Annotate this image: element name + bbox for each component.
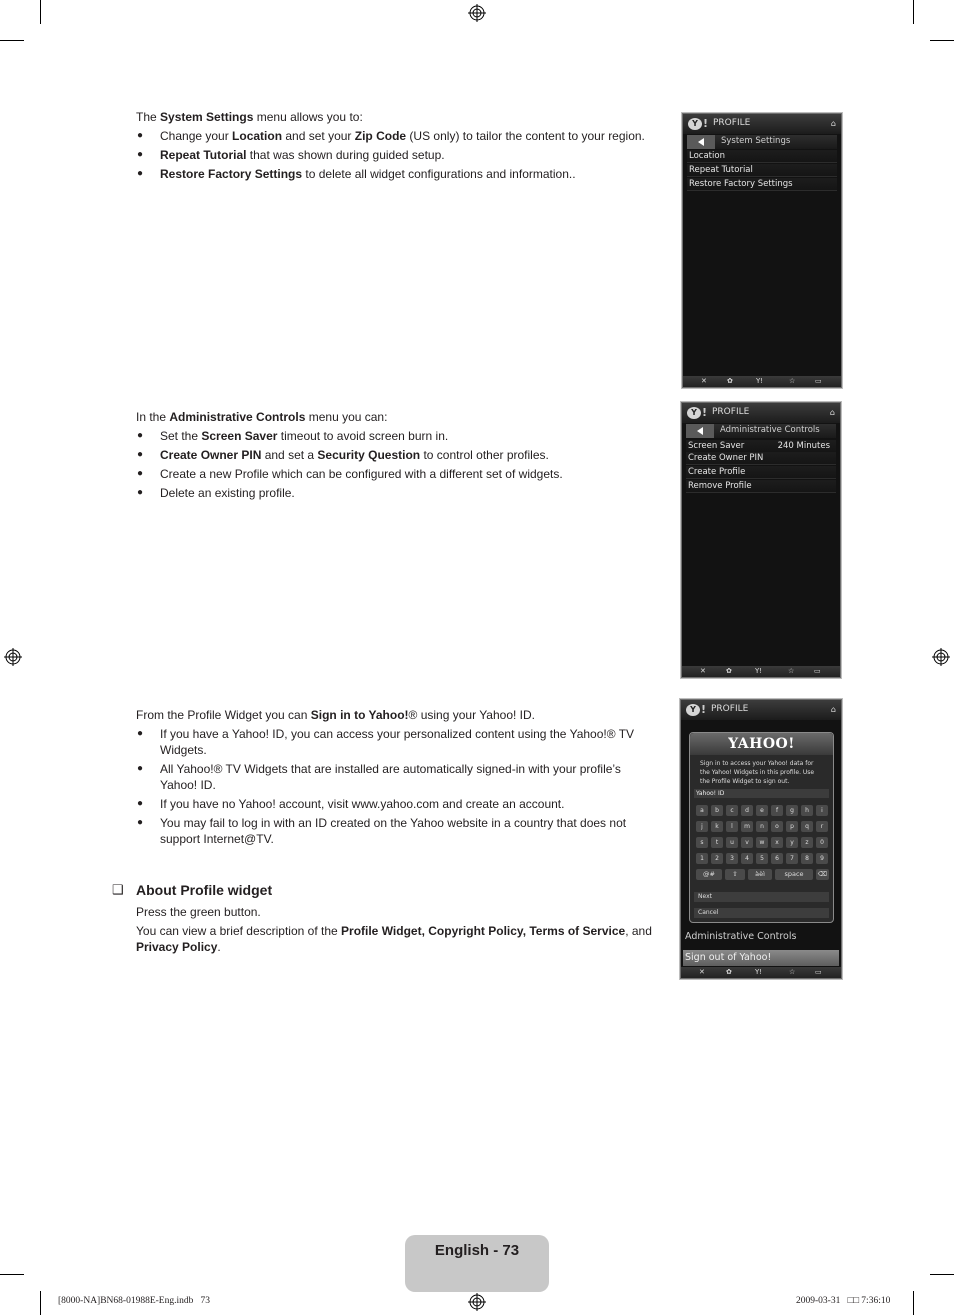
keyboard-key[interactable]: c bbox=[726, 805, 738, 816]
star-icon[interactable]: ☆ bbox=[789, 968, 796, 976]
exclamation-icon: ! bbox=[703, 117, 709, 130]
yahoo-logo-icon: Y bbox=[686, 704, 700, 716]
exit-icon[interactable]: ▭ bbox=[815, 377, 822, 385]
crop-mark bbox=[40, 0, 41, 24]
settings-icon[interactable]: ✿ bbox=[727, 377, 733, 385]
keyboard-key[interactable]: z bbox=[801, 837, 813, 848]
backspace-key[interactable]: ⌫ bbox=[817, 870, 828, 878]
exit-icon[interactable]: ▭ bbox=[815, 968, 822, 976]
about-checkbox-icon: ❑ bbox=[112, 882, 124, 897]
shift-key[interactable]: ⇧ bbox=[725, 869, 745, 880]
star-icon[interactable]: ☆ bbox=[788, 667, 795, 675]
screen-saver-value: 240 Minutes bbox=[777, 441, 830, 451]
home-icon[interactable]: ⌂ bbox=[829, 408, 835, 417]
yahoo-icon[interactable]: Y! bbox=[755, 968, 763, 976]
keyboard-key[interactable]: 6 bbox=[771, 853, 783, 864]
keyboard-key[interactable]: q bbox=[801, 821, 813, 832]
registration-mark-icon bbox=[4, 648, 22, 666]
menu-item-create-owner-pin[interactable]: Create Owner PIN bbox=[686, 452, 836, 465]
submenu-title: Administrative Controls bbox=[720, 425, 820, 435]
keyboard-key[interactable]: x bbox=[771, 837, 783, 848]
menu-item-remove-profile[interactable]: Remove Profile bbox=[686, 480, 836, 493]
exit-icon[interactable]: ▭ bbox=[814, 667, 821, 675]
list-item: ● If you have a Yahoo! ID, you can access your personalized content using the Yahoo!® TV Widgets. bbox=[136, 726, 656, 758]
keyboard-key[interactable]: 1 bbox=[696, 853, 708, 864]
list-item: ● You may fail to log in with an ID created on the Yahoo website in a country that does not support Internet@TV. bbox=[136, 815, 656, 847]
menu-item-sign-out[interactable]: Sign out of Yahoo! bbox=[683, 950, 839, 966]
keyboard-key[interactable]: j bbox=[696, 821, 708, 832]
registration-mark-icon bbox=[468, 1293, 486, 1311]
menu-item-repeat-tutorial[interactable]: Repeat Tutorial bbox=[687, 164, 837, 177]
back-arrow-icon[interactable] bbox=[686, 424, 714, 438]
screen-title: PROFILE bbox=[711, 704, 749, 714]
close-icon[interactable]: ✕ bbox=[699, 968, 705, 976]
keyboard-key[interactable]: n bbox=[756, 821, 768, 832]
date-info: 2009-03-31 □□ 7:36:10 bbox=[796, 1296, 891, 1306]
keyboard-key[interactable]: p bbox=[786, 821, 798, 832]
system-settings-screen bbox=[682, 113, 842, 388]
screen-title: PROFILE bbox=[712, 407, 750, 417]
keyboard-key[interactable]: 0 bbox=[816, 837, 828, 848]
submenu-bar bbox=[686, 424, 836, 438]
page-number-tab bbox=[405, 1235, 549, 1292]
keyboard-key[interactable]: s bbox=[696, 837, 708, 848]
submenu-bar bbox=[687, 135, 837, 149]
administrative-controls-screen bbox=[681, 402, 841, 678]
keyboard-key[interactable]: 7 bbox=[786, 853, 798, 864]
keyboard-key[interactable]: y bbox=[786, 837, 798, 848]
screen-header bbox=[681, 700, 841, 720]
menu-item-create-profile[interactable]: Create Profile bbox=[686, 466, 836, 479]
list-item: ● Change your Location and set your Zip Code (US only) to tailor the content to your region. bbox=[136, 128, 666, 144]
star-icon[interactable]: ☆ bbox=[789, 377, 796, 385]
yahoo-sign-in-dialog bbox=[689, 732, 834, 923]
keyboard-key[interactable]: a bbox=[696, 805, 708, 816]
keyboard-key[interactable]: o bbox=[771, 821, 783, 832]
keyboard-key[interactable]: v bbox=[741, 837, 753, 848]
keyboard-key[interactable]: b bbox=[711, 805, 723, 816]
administrative-controls-section bbox=[136, 409, 666, 504]
system-settings-section bbox=[136, 109, 666, 185]
sign-in-message: Sign in to access your Yahoo! data for the Yahoo! Widgets in this profile. Use the Profile Widget to sign out. bbox=[700, 760, 815, 785]
keyboard-key[interactable]: 5 bbox=[756, 853, 768, 864]
section-intro: The System Settings menu allows you to: bbox=[136, 110, 363, 124]
section-intro: From the Profile Widget you can Sign in to Yahoo!® using your Yahoo! ID. bbox=[136, 708, 535, 722]
menu-item-administrative-controls[interactable]: Administrative Controls bbox=[685, 931, 797, 942]
list-item: ● Restore Factory Settings to delete all widget configurations and information.. bbox=[136, 166, 666, 182]
keyboard-key[interactable]: d bbox=[741, 805, 753, 816]
list-item: ● Delete an existing profile. bbox=[136, 485, 666, 501]
keyboard-key[interactable]: g bbox=[786, 805, 798, 816]
crop-mark bbox=[913, 1291, 914, 1315]
about-heading: About Profile widget bbox=[136, 882, 273, 898]
cancel-button[interactable]: Cancel bbox=[694, 908, 829, 918]
yahoo-id-field[interactable]: Yahoo! ID bbox=[694, 789, 829, 798]
crop-mark bbox=[930, 40, 954, 41]
keyboard-key[interactable]: 4 bbox=[741, 853, 753, 864]
keyboard-key[interactable]: i bbox=[816, 805, 828, 816]
about-paragraph: You can view a brief description of the Profile Widget, Copyright Policy, Terms of Service, and Privacy Policy. bbox=[136, 924, 652, 954]
crop-mark bbox=[930, 1274, 954, 1275]
exclamation-icon: ! bbox=[702, 406, 708, 419]
about-body bbox=[136, 904, 666, 958]
keyboard-key[interactable]: l bbox=[726, 821, 738, 832]
crop-mark bbox=[0, 1274, 24, 1275]
home-icon[interactable]: ⌂ bbox=[830, 119, 836, 128]
list-item: ● Repeat Tutorial that was shown during guided setup. bbox=[136, 147, 666, 163]
screen-footer bbox=[683, 376, 841, 387]
menu-item-label: Screen Saver bbox=[688, 441, 745, 451]
next-button[interactable]: Next bbox=[694, 892, 829, 902]
keyboard-key[interactable]: u bbox=[726, 837, 738, 848]
yahoo-wordmark: YAHOO! bbox=[690, 733, 833, 755]
menu-item-location[interactable]: Location bbox=[687, 150, 837, 163]
keyboard-key[interactable]: e bbox=[756, 805, 768, 816]
yahoo-logo-icon: Y bbox=[688, 118, 702, 130]
screen-header bbox=[682, 403, 840, 423]
yahoo-sign-in-screen bbox=[680, 699, 842, 979]
about-paragraph: Press the green button. bbox=[136, 905, 261, 919]
list-item: ● Create a new Profile which can be configured with a different set of widgets. bbox=[136, 466, 666, 482]
crop-mark bbox=[913, 0, 914, 24]
close-icon[interactable]: ✕ bbox=[701, 377, 707, 385]
list-item: ● If you have no Yahoo! account, visit www.yahoo.com and create an account. bbox=[136, 796, 656, 812]
symbols-key[interactable]: @# bbox=[696, 869, 722, 880]
accents-key[interactable]: àèì bbox=[748, 869, 772, 880]
yahoo-icon[interactable]: Y! bbox=[755, 667, 763, 675]
keyboard-key[interactable]: 8 bbox=[801, 853, 813, 864]
close-icon[interactable]: ✕ bbox=[700, 667, 706, 675]
section-intro: In the Administrative Controls menu you can: bbox=[136, 410, 388, 424]
keyboard-key[interactable]: 9 bbox=[816, 853, 828, 864]
registration-mark-icon bbox=[468, 4, 486, 22]
keyboard-key[interactable]: 2 bbox=[711, 853, 723, 864]
exclamation-icon: ! bbox=[701, 703, 707, 716]
settings-icon[interactable]: ✿ bbox=[726, 667, 732, 675]
back-arrow-icon[interactable] bbox=[687, 135, 715, 149]
keyboard-key[interactable]: t bbox=[711, 837, 723, 848]
keyboard-key[interactable]: w bbox=[756, 837, 768, 848]
keyboard-key[interactable]: f bbox=[771, 805, 783, 816]
crop-mark bbox=[40, 1291, 41, 1315]
keyboard-key[interactable]: r bbox=[816, 821, 828, 832]
screen-title: PROFILE bbox=[713, 118, 751, 128]
keyboard-key[interactable]: k bbox=[711, 821, 723, 832]
list-item: ● Create Owner PIN and set a Security Question to control other profiles. bbox=[136, 447, 666, 463]
settings-icon[interactable]: ✿ bbox=[726, 968, 732, 976]
screen-footer bbox=[682, 666, 840, 677]
yahoo-sign-in-section bbox=[136, 707, 656, 850]
keyboard-key[interactable]: 3 bbox=[726, 853, 738, 864]
page-number: English - 73 bbox=[434, 1242, 520, 1259]
list-item: ● All Yahoo!® TV Widgets that are installed are automatically signed-in with your profile’s Yahoo! ID. bbox=[136, 761, 656, 793]
screen-footer bbox=[681, 967, 841, 978]
keyboard-key[interactable]: h bbox=[801, 805, 813, 816]
file-info: [8000-NA]BN68-01988E-Eng.indb 73 bbox=[58, 1296, 210, 1306]
yahoo-logo-icon: Y bbox=[687, 407, 701, 419]
home-icon[interactable]: ⌂ bbox=[830, 705, 836, 714]
yahoo-icon[interactable]: Y! bbox=[756, 377, 764, 385]
space-key[interactable]: space bbox=[775, 869, 813, 880]
registration-mark-icon bbox=[932, 648, 950, 666]
keyboard-key[interactable]: m bbox=[741, 821, 753, 832]
submenu-title: System Settings bbox=[721, 136, 791, 146]
crop-mark bbox=[0, 40, 24, 41]
list-item: ● Set the Screen Saver timeout to avoid screen burn in. bbox=[136, 428, 666, 444]
menu-item-restore-factory-settings[interactable]: Restore Factory Settings bbox=[687, 178, 837, 191]
screen-header bbox=[683, 114, 841, 134]
